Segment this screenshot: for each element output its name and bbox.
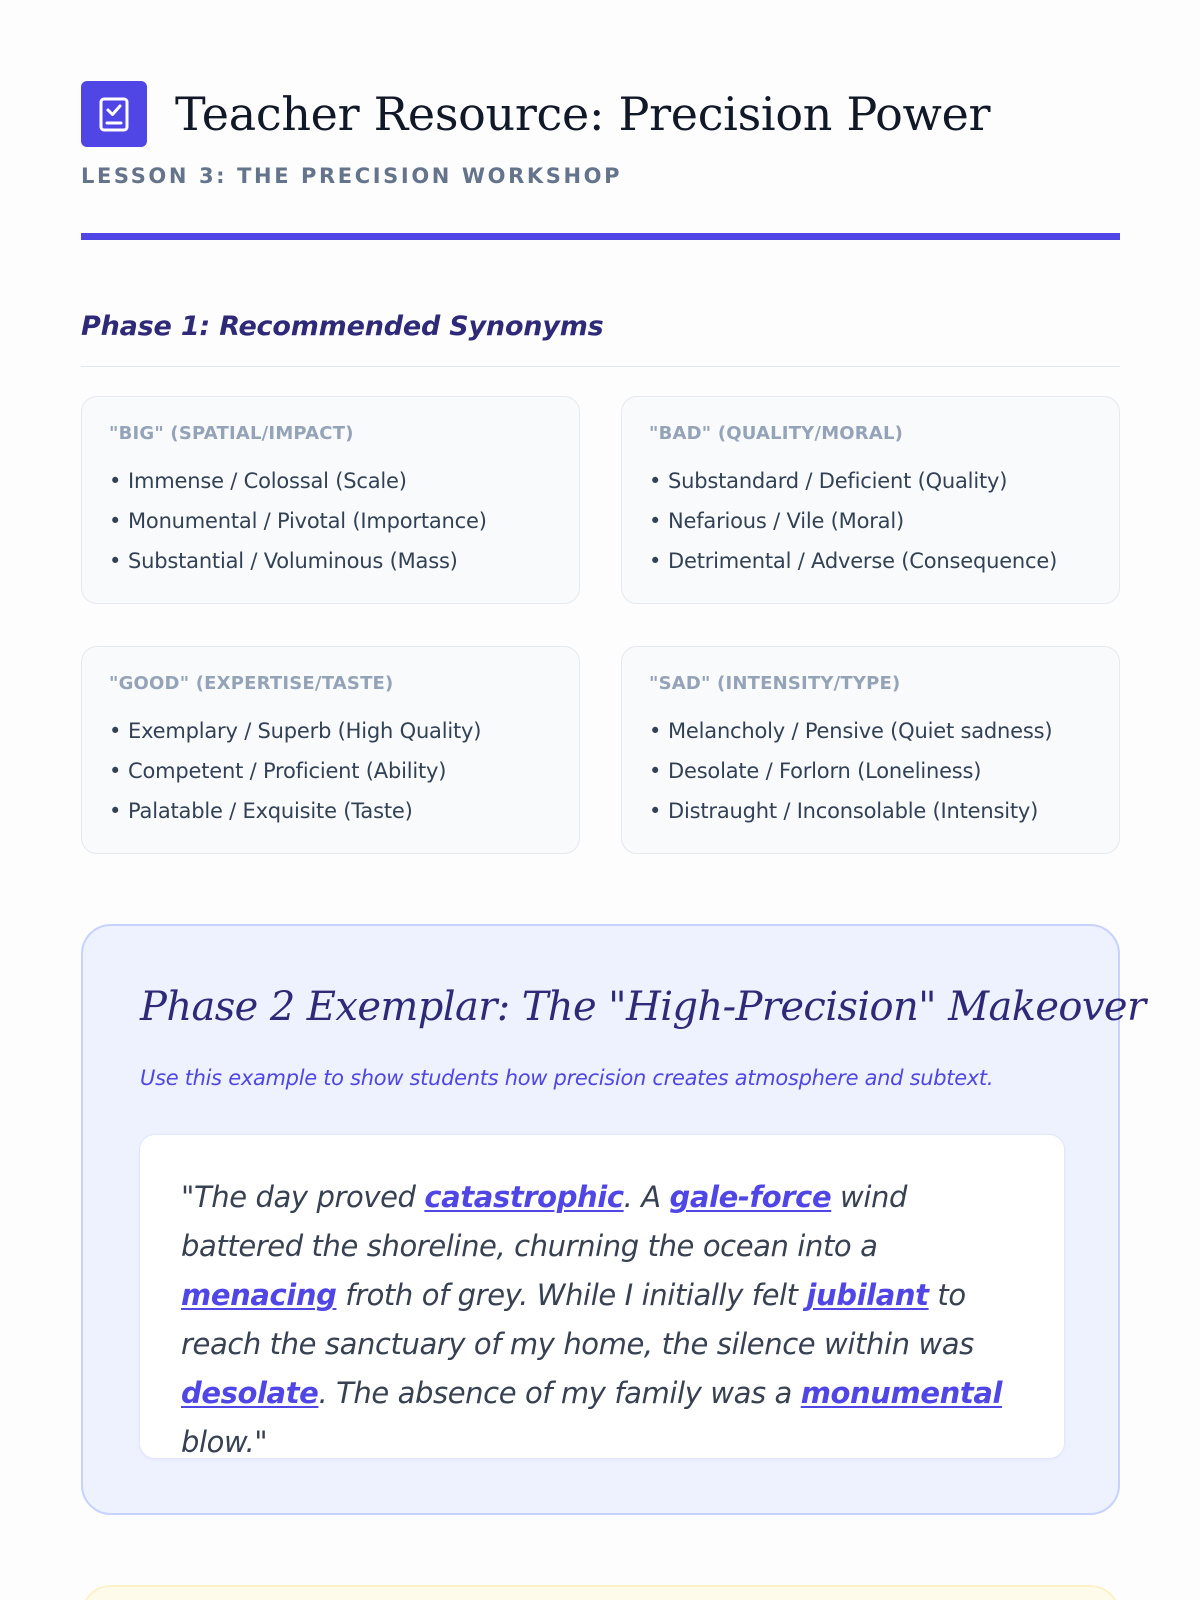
bullet-icon: • xyxy=(649,469,662,493)
keyword-gale-force: gale-force xyxy=(669,1180,832,1214)
page-title: Teacher Resource: Precision Power xyxy=(175,87,991,141)
page-subtitle: LESSON 3: THE PRECISION WORKSHOP xyxy=(81,164,623,188)
synonym-list xyxy=(109,711,552,831)
bullet-icon: • xyxy=(109,719,122,743)
exemplar-text-segment: blow." xyxy=(181,1425,268,1459)
list-item-text: Competent / Proficient (Ability) xyxy=(128,759,447,783)
keyword-catastrophic: catastrophic xyxy=(424,1180,624,1214)
next-section-panel xyxy=(81,1585,1120,1600)
list-item-text: Exemplary / Superb (High Quality) xyxy=(128,719,482,743)
header xyxy=(81,80,1120,188)
list-item xyxy=(649,461,1092,501)
exemplar-text-segment: to reach the sanctuary of my home, the silence within was xyxy=(181,1278,974,1361)
exemplar-quote xyxy=(181,1173,1024,1467)
list-item-text: Monumental / Pivotal (Importance) xyxy=(128,509,487,533)
bullet-icon: • xyxy=(649,759,662,783)
card-title: "GOOD" (EXPERTISE/TASTE) xyxy=(109,673,394,694)
synonym-list xyxy=(109,461,552,581)
card-title: "SAD" (INTENSITY/TYPE) xyxy=(649,673,901,694)
list-item-text: Immense / Colossal (Scale) xyxy=(128,469,407,493)
list-item xyxy=(649,541,1092,581)
bullet-icon: • xyxy=(109,799,122,823)
list-item xyxy=(649,501,1092,541)
synonym-card-big xyxy=(81,396,580,604)
synonym-card-sad xyxy=(621,646,1120,854)
clipboard-check-icon-glyph xyxy=(97,95,131,133)
list-item-text: Nefarious / Vile (Moral) xyxy=(668,509,904,533)
bullet-icon: • xyxy=(649,799,662,823)
synonym-list xyxy=(649,461,1092,581)
synonym-list xyxy=(649,711,1092,831)
phase2-instruction: Use this example to show students how precision creates atmosphere and subtext. xyxy=(140,1066,994,1090)
list-item xyxy=(649,751,1092,791)
exemplar-text-segment: "The day proved xyxy=(181,1180,425,1214)
phase1-divider xyxy=(81,366,1120,367)
card-title: "BAD" (QUALITY/MORAL) xyxy=(649,423,904,444)
phase1-heading: Phase 1: Recommended Synonyms xyxy=(81,311,604,342)
synonym-card-good xyxy=(81,646,580,854)
keyword-jubilant: jubilant xyxy=(806,1278,929,1312)
keyword-monumental: monumental xyxy=(800,1376,1003,1410)
bullet-icon: • xyxy=(109,549,122,573)
list-item-text: Substandard / Deficient (Quality) xyxy=(668,469,1008,493)
list-item-text: Desolate / Forlorn (Loneliness) xyxy=(668,759,982,783)
bullet-icon: • xyxy=(649,719,662,743)
list-item xyxy=(109,501,552,541)
list-item xyxy=(109,461,552,501)
list-item xyxy=(649,711,1092,751)
phase2-exemplar-panel xyxy=(81,924,1146,1515)
bullet-icon: • xyxy=(109,469,122,493)
exemplar-quote-box xyxy=(139,1134,1065,1459)
list-item xyxy=(109,751,552,791)
list-item xyxy=(109,791,552,831)
list-item-text: Palatable / Exquisite (Taste) xyxy=(128,799,413,823)
list-item xyxy=(109,711,552,751)
keyword-menacing: menacing xyxy=(181,1278,337,1312)
exemplar-text-segment: . A xyxy=(623,1180,670,1214)
exemplar-text-segment: . The absence of my family was a xyxy=(318,1376,801,1410)
list-item-text: Melancholy / Pensive (Quiet sadness) xyxy=(668,719,1053,743)
list-item xyxy=(109,541,552,581)
clipboard-check-icon xyxy=(81,81,147,147)
bullet-icon: • xyxy=(109,509,122,533)
bullet-icon: • xyxy=(109,759,122,783)
keyword-desolate: desolate xyxy=(181,1376,319,1410)
header-divider xyxy=(81,233,1120,240)
list-item-text: Substantial / Voluminous (Mass) xyxy=(128,549,458,573)
list-item-text: Distraught / Inconsolable (Intensity) xyxy=(668,799,1039,823)
card-title: "BIG" (SPATIAL/IMPACT) xyxy=(109,423,354,444)
exemplar-text-segment: froth of grey. While I initially felt xyxy=(336,1278,807,1312)
bullet-icon: • xyxy=(649,549,662,573)
list-item xyxy=(649,791,1092,831)
list-item-text: Detrimental / Adverse (Consequence) xyxy=(668,549,1058,573)
title-row xyxy=(81,80,1120,148)
synonym-card-bad xyxy=(621,396,1120,604)
phase2-title: Phase 2 Exemplar: The "High-Precision" Makeover xyxy=(140,984,1146,1030)
exemplar-text-segment: wind battered the shoreline, churning the ocean into a xyxy=(181,1180,908,1263)
bullet-icon: • xyxy=(649,509,662,533)
